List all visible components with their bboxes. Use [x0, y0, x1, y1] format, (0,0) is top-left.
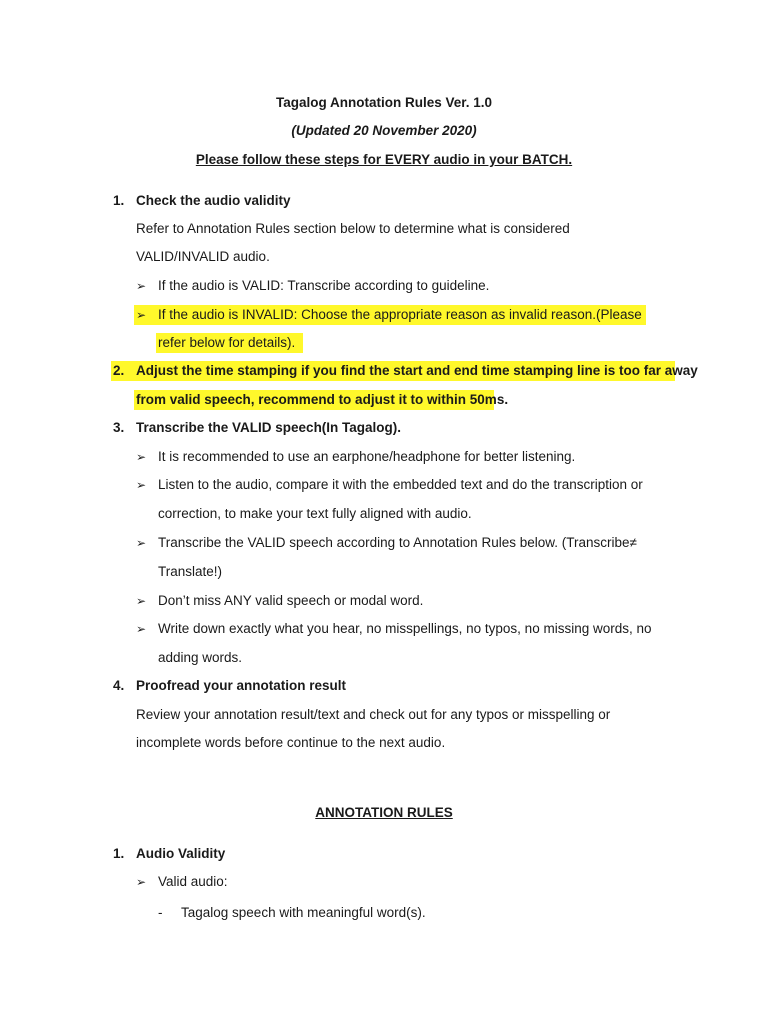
rule-1-dash-item-tagalog: Tagalog speech with meaningful word(s).	[181, 905, 426, 920]
arrow-bullet-icon: ➢	[136, 450, 147, 464]
batch-instruction: Please follow these steps for EVERY audio in your BATCH.	[195, 152, 573, 167]
step-3-bullet-transcribe-line1: Transcribe the VALID speech according to Annotation Rules below. (Transcribe≠	[158, 535, 637, 550]
step-4-number: 4.	[113, 678, 125, 693]
step-3-bullet-listen-line2: correction, to make your text fully aligned with audio.	[158, 506, 472, 521]
step-3-bullet-exact-line2: adding words.	[158, 650, 243, 665]
step-3-bullet-dont-miss: Don’t miss ANY valid speech or modal word.	[158, 593, 424, 608]
arrow-bullet-icon: ➢	[136, 622, 147, 636]
step-1-bullet-invalid-line2: refer below for details).	[158, 335, 296, 350]
step-3-bullet-listen-line1: Listen to the audio, compare it with the embedded text and do the transcription or	[158, 477, 643, 492]
step-1-number: 1.	[113, 193, 125, 208]
rule-1-heading: Audio Validity	[136, 846, 226, 861]
step-4-text-line1: Review your annotation result/text and check out for any typos or misspelling or	[136, 707, 611, 722]
arrow-bullet-icon: ➢	[136, 279, 147, 293]
step-1-text-line1: Refer to Annotation Rules section below to determine what is considered	[136, 221, 570, 236]
step-2-line2: from valid speech, recommend to adjust it to within 50ms.	[136, 392, 509, 407]
step-3-bullet-earphone: It is recommended to use an earphone/headphone for better listening.	[158, 449, 576, 464]
arrow-bullet-icon: ➢	[136, 478, 147, 492]
arrow-bullet-icon: ➢	[136, 875, 147, 889]
arrow-bullet-icon: ➢	[136, 594, 147, 608]
step-1-bullet-valid: If the audio is VALID: Transcribe according to guideline.	[158, 278, 490, 293]
step-1-text-line2: VALID/INVALID audio.	[136, 249, 270, 264]
step-4-text-line2: incomplete words before continue to the next audio.	[136, 735, 446, 750]
step-3-bullet-transcribe-line2: Translate!)	[158, 564, 223, 579]
arrow-bullet-icon: ➢	[136, 536, 147, 550]
document-title: Tagalog Annotation Rules Ver. 1.0	[275, 95, 493, 110]
rule-1-number: 1.	[113, 846, 125, 861]
step-4-heading: Proofread your annotation result	[136, 678, 347, 693]
dash-bullet: -	[158, 905, 163, 920]
arrow-bullet-icon: ➢	[136, 308, 147, 322]
step-2-number: 2.	[113, 363, 125, 378]
step-2-line1: Adjust the time stamping if you find the start and end time stamping line is too far away	[136, 363, 698, 378]
step-1-bullet-invalid-line1: If the audio is INVALID: Choose the appropriate reason as invalid reason.(Please	[158, 307, 642, 322]
rule-1-bullet-valid-audio: Valid audio:	[158, 874, 228, 889]
step-1-heading: Check the audio validity	[136, 193, 291, 208]
updated-date: (Updated 20 November 2020)	[291, 123, 477, 138]
step-3-heading: Transcribe the VALID speech(In Tagalog).	[136, 420, 402, 435]
step-3-number: 3.	[113, 420, 125, 435]
step-3-bullet-exact-line1: Write down exactly what you hear, no misspellings, no typos, no missing words, no	[158, 621, 652, 636]
annotation-rules-title: ANNOTATION RULES	[315, 805, 453, 820]
